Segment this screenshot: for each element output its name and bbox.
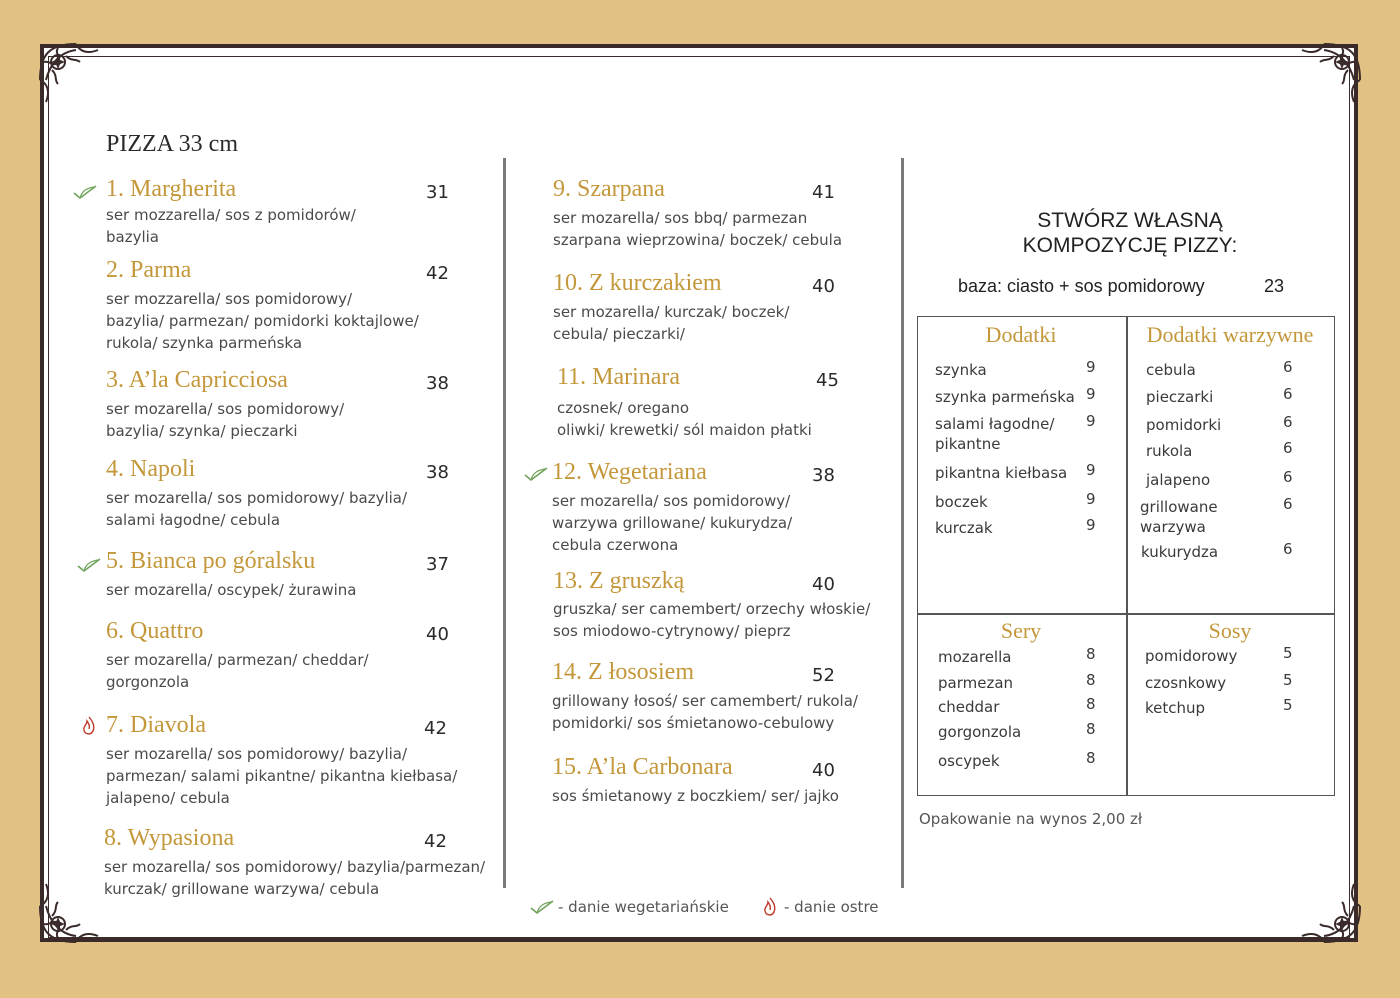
pizza-name: 11. Marinara — [557, 364, 681, 390]
topping-price: 6 — [1283, 540, 1293, 558]
topping-name: pikantna kiełbasa — [935, 464, 1068, 482]
pizza-price: 42 — [424, 831, 447, 852]
topping-price: 5 — [1283, 696, 1293, 714]
topping-name: gorgonzola — [938, 723, 1022, 741]
topping-name: pomidorowy — [1145, 647, 1238, 665]
pizza-name: 13. Z gruszką — [553, 568, 685, 594]
topping-name: szynka — [935, 361, 987, 379]
pizza-price: 41 — [812, 182, 835, 203]
pizza-description: kurczak/ grillowane warzywa/ cebula — [104, 880, 380, 898]
pizza-name: 15. A’la Carbonara — [552, 754, 733, 780]
pizza-description: cebula czerwona — [552, 536, 679, 554]
pizza-price: 42 — [424, 718, 447, 739]
topping-name: czosnkowy — [1145, 674, 1227, 692]
spicy-icon — [763, 897, 777, 917]
topping-name: salami łagodne/ pikantne — [935, 415, 1055, 453]
topping-price: 8 — [1086, 695, 1096, 713]
pizza-description: sos miodowo-cytrynowy/ pieprz — [553, 622, 791, 640]
pizza-description: cebula/ pieczarki/ — [553, 325, 685, 343]
topping-price: 8 — [1086, 645, 1096, 663]
topping-price: 8 — [1086, 749, 1096, 767]
topping-name: szynka parmeńska — [935, 388, 1075, 406]
ornament-corner-icon — [1286, 40, 1364, 118]
pizza-description: gruszka/ ser camembert/ orzechy włoskie/ — [553, 600, 871, 618]
pizza-price: 42 — [426, 263, 449, 284]
ornament-corner-icon — [36, 40, 114, 118]
pizza-description: parmezan/ salami pikantne/ pikantna kiełbasa/ — [106, 767, 458, 785]
column-divider — [901, 158, 904, 888]
pizza-description: oliwki/ krewetki/ sól maidon płatki — [557, 421, 812, 439]
topping-section-title: Dodatki — [985, 322, 1057, 347]
pizza-price: 38 — [426, 462, 449, 483]
topping-name: kukurydza — [1141, 543, 1219, 561]
topping-section-title: Sery — [1000, 618, 1042, 643]
topping-price: 9 — [1086, 490, 1096, 508]
legend-vegetarian: - danie wegetariańskie — [558, 898, 729, 916]
page-title: PIZZA 33 cm — [106, 131, 238, 157]
pizza-description: szarpana wieprzowina/ boczek/ cebula — [553, 231, 843, 249]
pizza-description: bazylia/ parmezan/ pomidorki koktajlowe/ — [106, 312, 419, 330]
pizza-description: bazylia — [106, 228, 159, 246]
pizza-name: 3. A’la Capricciosa — [106, 367, 288, 393]
pizza-name: 8. Wypasiona — [104, 825, 235, 851]
topping-price: 6 — [1283, 385, 1293, 403]
topping-price: 6 — [1283, 468, 1293, 486]
topping-name: cheddar — [938, 698, 1000, 716]
pizza-price: 40 — [426, 624, 449, 645]
pizza-description: sos śmietanowy z boczkiem/ ser/ jajko — [552, 787, 839, 805]
pizza-description: grillowany łosoś/ ser camembert/ rukola/ — [552, 692, 858, 710]
vegetarian-icon — [76, 557, 102, 573]
topping-price: 8 — [1086, 720, 1096, 738]
topping-price: 9 — [1086, 412, 1096, 430]
topping-name: mozarella — [938, 648, 1012, 666]
topping-price: 6 — [1283, 413, 1293, 431]
column-divider — [503, 158, 506, 888]
topping-price: 9 — [1086, 358, 1096, 376]
topping-name: parmezan — [938, 674, 1014, 692]
pizza-name: 4. Napoli — [106, 456, 196, 482]
topping-price: 6 — [1283, 495, 1293, 513]
topping-name: grillowane warzywa — [1140, 498, 1218, 536]
pizza-price: 40 — [812, 574, 835, 595]
pizza-description: ser mozarella/ sos pomidorowy/ bazylia/ — [106, 745, 408, 763]
topping-section-title: Sosy — [1208, 618, 1252, 643]
pizza-name: 14. Z łososiem — [552, 659, 694, 685]
pizza-name: 2. Parma — [106, 257, 192, 283]
pizza-description: czosnek/ oregano — [557, 399, 689, 417]
pizza-description: ser mozarella/ oscypek/ żurawina — [106, 581, 357, 599]
pizza-price: 37 — [426, 554, 449, 575]
topping-price: 8 — [1086, 671, 1096, 689]
topping-name: jalapeno — [1146, 471, 1211, 489]
spicy-icon — [82, 716, 96, 736]
topping-section-title: Dodatki warzywne — [1146, 322, 1314, 347]
pizza-price: 40 — [812, 760, 835, 781]
pizza-description: ser mozarella/ sos bbq/ parmezan — [553, 209, 808, 227]
pizza-description: ser mozarella/ sos pomidorowy/ — [552, 492, 791, 510]
ornament-corner-icon — [36, 868, 114, 946]
ornament-corner-icon — [1286, 868, 1364, 946]
pizza-description: pomidorki/ sos śmietanowo-cebulowy — [552, 714, 835, 732]
pizza-description: salami łagodne/ cebula — [106, 511, 281, 529]
pizza-description: ser mozzarella/ sos pomidorowy/ — [106, 290, 353, 308]
pizza-price: 31 — [426, 182, 449, 203]
vegetarian-icon — [523, 466, 549, 482]
pizza-description: rukola/ szynka parmeńska — [106, 334, 303, 352]
pizza-name: 12. Wegetariana — [552, 459, 707, 485]
topping-name: cebula — [1146, 361, 1196, 379]
pizza-price: 40 — [812, 276, 835, 297]
base-label: baza: ciasto + sos pomidorowy — [958, 276, 1205, 296]
topping-price: 9 — [1086, 461, 1096, 479]
pizza-description: warzywa grillowane/ kukurydza/ — [552, 514, 793, 532]
takeaway-note: Opakowanie na wynos 2,00 zł — [919, 810, 1143, 828]
pizza-description: bazylia/ szynka/ pieczarki — [106, 422, 298, 440]
topping-name: oscypek — [938, 752, 1000, 770]
topping-price: 5 — [1283, 671, 1293, 689]
pizza-description: jalapeno/ cebula — [106, 789, 230, 807]
pizza-name: 7. Diavola — [106, 712, 206, 738]
vegetarian-icon — [72, 184, 98, 200]
vegetarian-icon — [529, 899, 555, 915]
pizza-description: ser mozarella/ sos pomidorowy/ bazylia/parmezan/ — [104, 858, 486, 876]
topping-name: ketchup — [1145, 699, 1206, 717]
custom-pizza-title: STWÓRZ WŁASNĄ KOMPOZYCJĘ PIZZY: — [1022, 209, 1238, 257]
pizza-price: 38 — [812, 465, 835, 486]
pizza-description: ser mozarella/ sos pomidorowy/ bazylia/ — [106, 489, 408, 507]
pizza-description: ser mozarella/ sos pomidorowy/ — [106, 400, 345, 418]
topping-name: pieczarki — [1146, 388, 1214, 406]
pizza-description: ser mozzarella/ sos z pomidorów/ — [106, 206, 356, 224]
pizza-name: 1. Margherita — [106, 176, 237, 202]
pizza-description: ser mozarella/ parmezan/ cheddar/ — [106, 651, 369, 669]
topping-name: boczek — [935, 493, 988, 511]
pizza-price: 52 — [812, 665, 835, 686]
base-price: 23 — [1264, 276, 1285, 296]
topping-price: 9 — [1086, 516, 1096, 534]
pizza-description: gorgonzola — [106, 673, 190, 691]
topping-price: 9 — [1086, 385, 1096, 403]
pizza-name: 5. Bianca po góralsku — [106, 548, 316, 574]
topping-price: 6 — [1283, 439, 1293, 457]
pizza-name: 9. Szarpana — [553, 176, 665, 202]
topping-name: pomidorki — [1146, 416, 1222, 434]
pizza-name: 10. Z kurczakiem — [553, 270, 722, 296]
topping-price: 5 — [1283, 644, 1293, 662]
pizza-name: 6. Quattro — [106, 618, 204, 644]
pizza-price: 45 — [816, 370, 839, 391]
pizza-price: 38 — [426, 373, 449, 394]
topping-name: rukola — [1146, 442, 1193, 460]
legend-spicy: - danie ostre — [784, 898, 879, 916]
pizza-description: ser mozarella/ kurczak/ boczek/ — [553, 303, 790, 321]
topping-price: 6 — [1283, 358, 1293, 376]
topping-name: kurczak — [935, 519, 993, 537]
